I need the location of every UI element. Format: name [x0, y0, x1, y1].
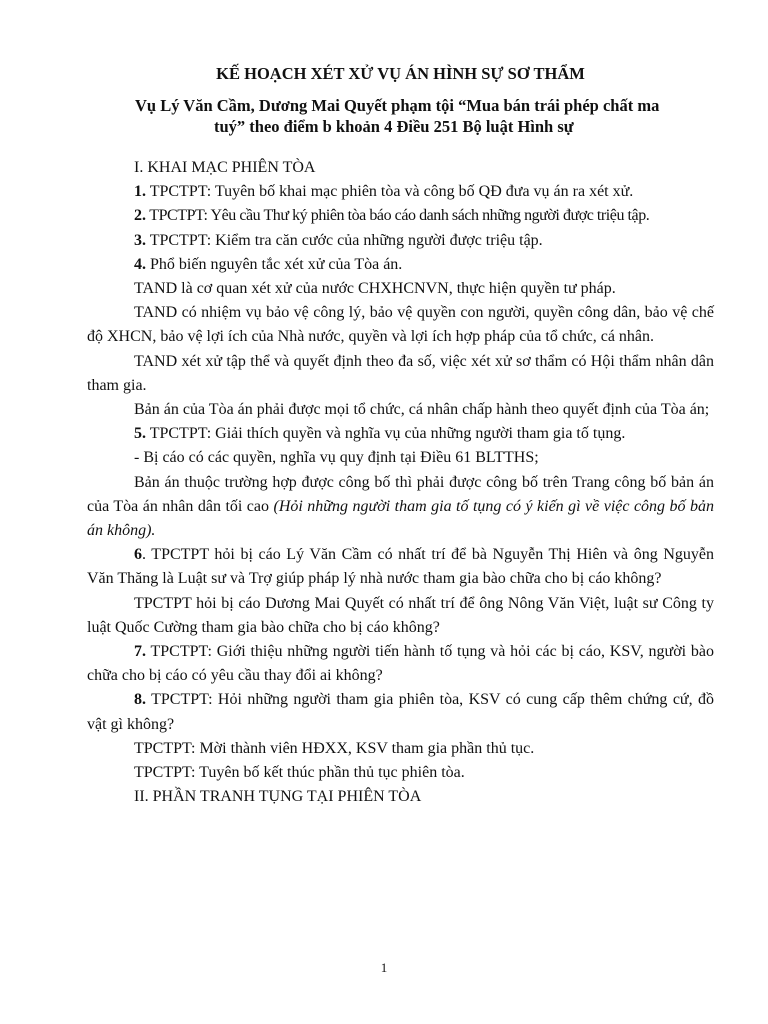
paragraph-text: TPCTPT: Giải thích quyền và nghĩa vụ của những người tham gia tố tụng. [146, 425, 626, 443]
paragraph-text: Bản án thuộc trường hợp được công bố thì phải được công bố trên Trang công bố bản án của Tòa án nhân dân tối cao [87, 473, 714, 515]
paragraph-9 [87, 422, 714, 446]
subtitle-line-2: tuý” theo điểm b khoản 4 Điều 251 Bộ luật Hình sự [214, 117, 574, 136]
document-subtitle [135, 95, 715, 137]
paragraph-4 [87, 253, 714, 277]
paragraph-6: TAND có nhiệm vụ bảo vệ công lý, bảo vệ quyền con người, quyền công dân, bảo vệ chế độ XHCN, bảo vệ lợi ích của Nhà nước, quyền và lợi ích hợp pháp của tổ chức, cá nhân. [87, 304, 714, 346]
item-number: 8. [134, 691, 146, 709]
paragraph-text: TPCTPT: Tuyên bố khai mạc phiên tòa và công bố QĐ đưa vụ án ra xét xử. [146, 183, 634, 201]
paragraph-12 [87, 543, 714, 591]
paragraph-15 [87, 688, 714, 736]
item-number: 3. [134, 231, 146, 249]
paragraph-text: TPCTPT: Hỏi những người tham gia phiên tòa, KSV có cung cấp thêm chứng cứ, đồ vật gì không? [87, 691, 714, 733]
paragraph-text: Phổ biến nguyên tắc xét xử của Tòa án. [146, 255, 403, 273]
item-number: 7. [134, 643, 146, 661]
paragraph-1 [87, 180, 714, 204]
document-title: KẾ HOẠCH XÉT XỬ VỤ ÁN HÌNH SỰ SƠ THẨM [216, 64, 585, 83]
item-number: 5. [134, 425, 146, 443]
italic-note: (Hỏi những người tham gia tố tụng có ý kiến gì về việc công bố bản án không). [87, 497, 715, 540]
item-number: 1. [134, 183, 146, 201]
paragraph-5: TAND là cơ quan xét xử của nước CHXHCNVN, thực hiện quyền tư pháp. [134, 280, 616, 298]
paragraph-11 [87, 471, 714, 544]
paragraph-text: TPCTPT: Yêu cầu Thư ký phiên tòa báo cáo danh sách những người được triệu tập. [146, 207, 650, 225]
paragraph-7: TAND xét xử tập thể và quyết định theo đa số, việc xét xử sơ thẩm có Hội thẩm nhân dân tham gia. [87, 352, 714, 394]
section-heading-2: II. PHẦN TRANH TỤNG TẠI PHIÊN TÒA [134, 788, 422, 806]
paragraph-13: TPCTPT hỏi bị cáo Dương Mai Quyết có nhất trí để ông Nông Văn Việt, luật sư Công ty luật Quốc Cường tham gia bào chữa cho bị cáo không? [87, 594, 714, 636]
paragraph-3 [87, 229, 714, 253]
item-number: 2. [134, 207, 146, 225]
paragraph-2 [87, 204, 714, 228]
document-body [87, 156, 714, 809]
page-number: 1 [380, 960, 388, 975]
paragraph-16: TPCTPT: Mời thành viên HĐXX, KSV tham gia phần thủ tục. [134, 739, 535, 757]
paragraph-17: TPCTPT: Tuyên bố kết thúc phần thủ tục phiên tòa. [134, 764, 465, 782]
section-heading-1: I. KHAI MẠC PHIÊN TÒA [134, 159, 316, 176]
item-number: 6 [134, 546, 142, 564]
paragraph-text: TPCTPT: Giới thiệu những người tiến hành tố tụng và hỏi các bị cáo, KSV, người bào chữa cho bị cáo có yêu cầu thay đổi ai không? [87, 643, 714, 685]
paragraph-10: - Bị cáo có các quyền, nghĩa vụ quy định tại Điều 61 BLTTHS; [134, 449, 539, 467]
subtitle-line-1: Vụ Lý Văn Cầm, Dương Mai Quyết phạm tội “Mua bán trái phép chất ma [135, 96, 660, 115]
item-number: 4. [134, 255, 146, 273]
paragraph-8: Bản án của Tòa án phải được mọi tổ chức, cá nhân chấp hành theo quyết định của Tòa án; [134, 401, 710, 419]
paragraph-text: . TPCTPT hỏi bị cáo Lý Văn Cầm có nhất trí để bà Nguyễn Thị Hiên và ông Nguyễn Văn Thăng là Luật sư và Trợ giúp pháp lý nhà nước tham gia bào chữa cho bị cáo không? [87, 546, 714, 588]
paragraph-14 [87, 640, 714, 688]
paragraph-text: TPCTPT: Kiểm tra căn cước của những người được triệu tập. [146, 231, 543, 249]
